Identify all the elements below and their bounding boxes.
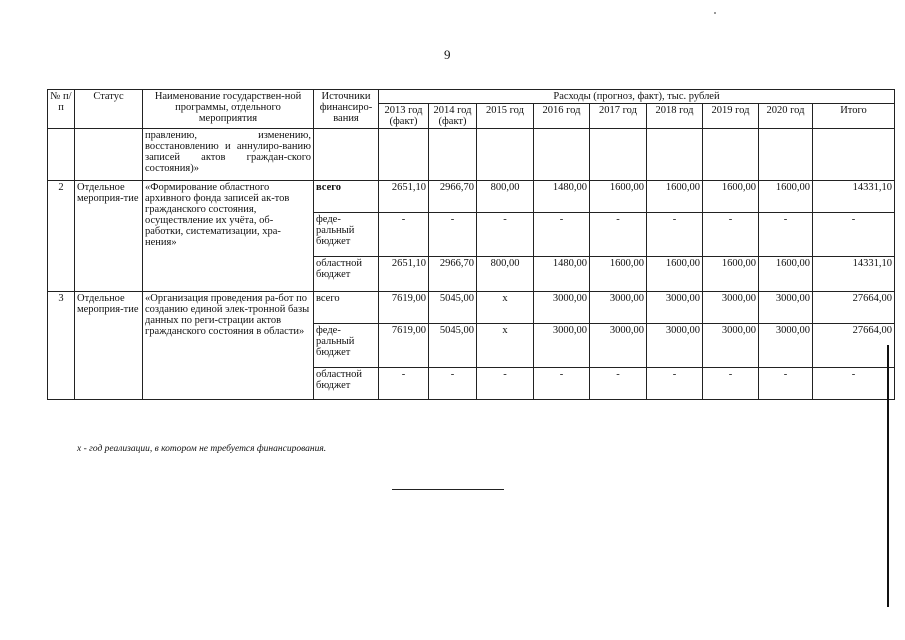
total-cell: 14331,10 [813, 181, 895, 213]
value-cell: х [477, 324, 534, 368]
value-cell: - [647, 213, 703, 257]
value-cell: 1600,00 [647, 257, 703, 292]
value-cell: - [759, 213, 813, 257]
cell-empty [703, 129, 759, 181]
continuation-name: правлению, изменению, восстановлению и аннулиро-ванию записей актов граждан-ского состояния)» [143, 129, 314, 181]
header-year: 2013 год (факт) [379, 104, 429, 129]
total-cell: - [813, 368, 895, 400]
value-cell: 2966,70 [429, 257, 477, 292]
value-cell: - [429, 368, 477, 400]
row-source: областной бюджет [314, 368, 379, 400]
value-cell: 3000,00 [647, 292, 703, 324]
value-cell: 1600,00 [703, 257, 759, 292]
row-status: Отдельное мероприя-тие [75, 292, 143, 400]
value-cell: - [477, 213, 534, 257]
header-status: Статус [75, 90, 143, 129]
value-cell: 3000,00 [590, 324, 647, 368]
value-cell: х [477, 292, 534, 324]
header-year: 2018 год [647, 104, 703, 129]
cell-empty [813, 129, 895, 181]
cell-empty [477, 129, 534, 181]
total-cell: 27664,00 [813, 324, 895, 368]
value-cell: - [590, 368, 647, 400]
value-cell: - [647, 368, 703, 400]
page-number: 9 [444, 47, 451, 62]
header-source: Источники финансиро-вания [314, 90, 379, 129]
value-cell: 3000,00 [703, 292, 759, 324]
value-cell: 5045,00 [429, 324, 477, 368]
cell-empty [48, 129, 75, 181]
cell-empty [647, 129, 703, 181]
row-name: «Организация проведения ра-бот по созданию единой элек-тронной базы данных по реги-страции актов гражданского состояния в области» [143, 292, 314, 400]
value-cell: 800,00 [477, 181, 534, 213]
table-row [48, 181, 895, 213]
footnote: х - год реализации, в котором не требуется финансирования. [77, 444, 327, 454]
value-cell: 3000,00 [703, 324, 759, 368]
value-cell: 1600,00 [590, 257, 647, 292]
value-cell: 3000,00 [759, 292, 813, 324]
cell-empty [314, 129, 379, 181]
scan-speck [714, 12, 716, 14]
value-cell: 1600,00 [703, 181, 759, 213]
value-cell: 1480,00 [534, 257, 590, 292]
value-cell: - [477, 368, 534, 400]
value-cell: 800,00 [477, 257, 534, 292]
row-source: феде-ральный бюджет [314, 324, 379, 368]
row-name: «Формирование областного архивного фонда записей ак-тов гражданского состояния, осуществление их учёта, об-работки, систематизации, хра-нения» [143, 181, 314, 292]
row-source: всего [314, 181, 379, 213]
continuation-row [48, 129, 895, 181]
header-year: 2016 год [534, 104, 590, 129]
row-status: Отдельное мероприя-тие [75, 181, 143, 292]
value-cell: 3000,00 [759, 324, 813, 368]
value-cell: - [379, 368, 429, 400]
value-cell: 1600,00 [590, 181, 647, 213]
cell-empty [759, 129, 813, 181]
value-cell: 1480,00 [534, 181, 590, 213]
value-cell: - [759, 368, 813, 400]
value-cell: - [534, 368, 590, 400]
header-num: № п/п [48, 90, 75, 129]
cell-empty [379, 129, 429, 181]
header-year: 2019 год [703, 104, 759, 129]
header-expenses: Расходы (прогноз, факт), тыс. рублей [379, 90, 895, 104]
cell-empty [590, 129, 647, 181]
scan-edge-mark [887, 345, 889, 607]
value-cell: - [429, 213, 477, 257]
total-cell: - [813, 213, 895, 257]
value-cell: 7619,00 [379, 324, 429, 368]
value-cell: 2966,70 [429, 181, 477, 213]
value-cell: - [379, 213, 429, 257]
cell-empty [75, 129, 143, 181]
row-num: 2 [48, 181, 75, 292]
value-cell: 3000,00 [647, 324, 703, 368]
value-cell: 2651,10 [379, 257, 429, 292]
header-name: Наименование государствен-ной программы, отдельного мероприятия [143, 90, 314, 129]
header-year: 2017 год [590, 104, 647, 129]
header-total: Итого [813, 104, 895, 129]
cell-empty [534, 129, 590, 181]
row-num: 3 [48, 292, 75, 400]
table-row [48, 292, 895, 324]
value-cell: - [703, 368, 759, 400]
value-cell: 3000,00 [590, 292, 647, 324]
expenses-table [47, 89, 895, 400]
value-cell: 3000,00 [534, 324, 590, 368]
value-cell: 1600,00 [759, 257, 813, 292]
value-cell: 1600,00 [647, 181, 703, 213]
header-row [48, 90, 895, 104]
value-cell: - [703, 213, 759, 257]
end-rule [392, 489, 504, 490]
value-cell: 5045,00 [429, 292, 477, 324]
expenses-table-wrapper [47, 89, 893, 400]
header-year: 2015 год [477, 104, 534, 129]
value-cell: 2651,10 [379, 181, 429, 213]
value-cell: 3000,00 [534, 292, 590, 324]
value-cell: 7619,00 [379, 292, 429, 324]
header-year: 2014 год (факт) [429, 104, 477, 129]
row-source: феде-ральный бюджет [314, 213, 379, 257]
value-cell: - [590, 213, 647, 257]
value-cell: - [534, 213, 590, 257]
row-source: всего [314, 292, 379, 324]
header-year: 2020 год [759, 104, 813, 129]
cell-empty [429, 129, 477, 181]
row-source: областной бюджет [314, 257, 379, 292]
total-cell: 27664,00 [813, 292, 895, 324]
value-cell: 1600,00 [759, 181, 813, 213]
total-cell: 14331,10 [813, 257, 895, 292]
